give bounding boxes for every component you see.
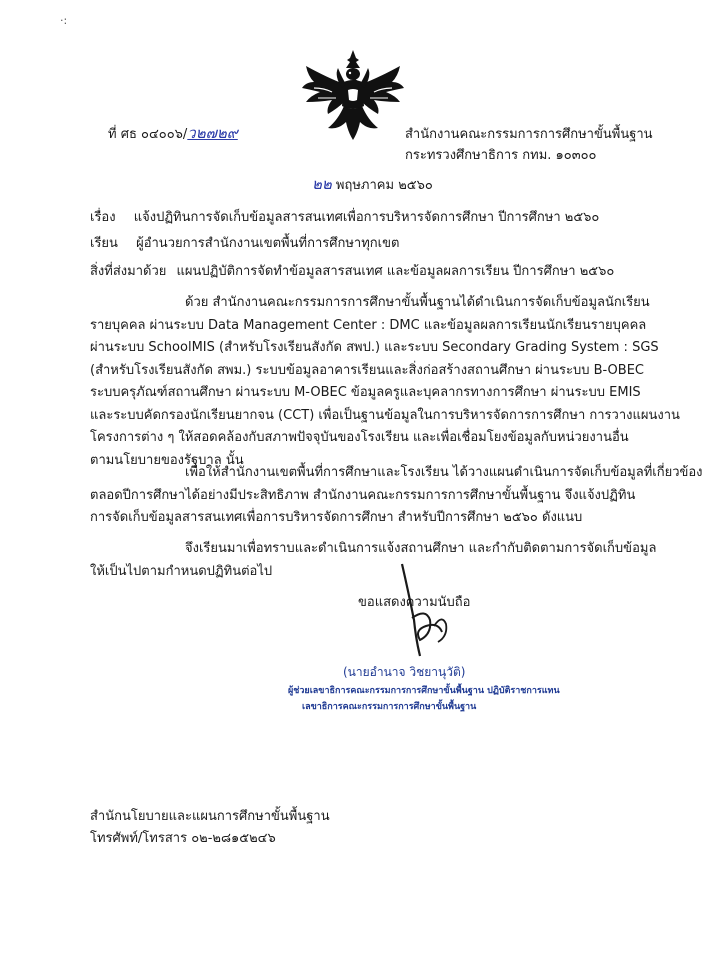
paragraph-line: ให้เป็นไปตามกำหนดปฏิทินต่อไป xyxy=(90,563,273,579)
doc-number-label: ที่ ศธ ๐๔๐๐๖/ xyxy=(108,127,188,142)
document-date xyxy=(312,172,433,196)
paragraph-line: และระบบคัดกรองนักเรียนยากจน (CCT) เพื่อเป็นฐานข้อมูลในการบริหารจัดการการศึกษา การวางแผนงาน xyxy=(90,407,680,423)
closing-text: ขอแสดงความนับถือ xyxy=(358,595,471,610)
signatory-position-2: เลขาธิการคณะกรรมการการศึกษาขั้นพื้นฐาน xyxy=(302,702,477,712)
corner-mark: ·: xyxy=(60,14,68,27)
paragraph-line: ระบบครุภัณฑ์สถานศึกษา ผ่านระบบ M-OBEC ข้อมูลครูและบุคลากรทางการศึกษา ผ่านระบบ EMIS xyxy=(90,385,641,400)
recipient-label: เรียน xyxy=(90,236,118,251)
recipient-text: ผู้อำนวยการสำนักงานเขตพื้นที่การศึกษาทุกเขต xyxy=(136,236,400,251)
body-paragraph-3 xyxy=(90,538,657,583)
paragraph-line: การจัดเก็บข้อมูลสารสนเทศเพื่อการบริหารจัดการศึกษา สำหรับปีการศึกษา ๒๕๖๐ ดังแนบ xyxy=(90,510,583,525)
enclosure-line xyxy=(90,260,614,281)
paragraph-line: รายบุคคล ผ่านระบบ Data Management Center : DMC และข้อมูลผลการเรียนนักเรียนรายบุคคล xyxy=(90,317,647,333)
signatory-position-1: ผู้ช่วยเลขาธิการคณะกรรมการการศึกษาขั้นพื้นฐาน ปฏิบัติราชการแทน xyxy=(288,686,560,696)
garuda-emblem xyxy=(298,48,408,144)
signature xyxy=(390,560,470,670)
issuer-block xyxy=(405,124,653,166)
doc-number-handwritten: ว๒๗๒๙ xyxy=(187,124,238,142)
subject-line xyxy=(90,206,599,227)
paragraph-line: ด้วย สำนักงานคณะกรรมการการศึกษาขั้นพื้นฐานได้ดำเนินการจัดเก็บข้อมูลนักเรียน xyxy=(185,295,650,310)
date-month-year: พฤษภาคม ๒๕๖๐ xyxy=(335,178,433,193)
signature-icon xyxy=(390,560,470,670)
recipient-line xyxy=(90,232,399,253)
paragraph-line: ผ่านระบบ SchoolMIS (สำหรับโรงเรียนสังกัด สพป.) และระบบ Secondary Grading System : SGS xyxy=(90,340,659,355)
signatory-name: (นายอำนาจ วิชยานุวัติ) xyxy=(343,665,466,679)
paragraph-line: เพื่อให้สำนักงานเขตพื้นที่การศึกษาและโรงเรียน ได้วางแผนดำเนินการจัดเก็บข้อมูลที่เกี่ยวข้อง xyxy=(185,465,703,480)
enclosure-text: แผนปฏิบัติการจัดทำข้อมูลสารสนเทศ และข้อมูลผลการเรียน ปีการศึกษา ๒๕๖๐ xyxy=(176,264,615,279)
doc-number xyxy=(108,121,238,145)
footer-block xyxy=(90,806,330,850)
date-handwritten-day: ๒๒ xyxy=(312,175,332,193)
footer-phone: โทรศัพท์/โทรสาร ๐๒-๒๘๑๕๒๔๖ xyxy=(90,831,276,846)
subject-label: เรื่อง xyxy=(90,210,116,225)
body-paragraph-2 xyxy=(90,462,703,530)
enclosure-label: สิ่งที่ส่งมาด้วย xyxy=(90,264,167,279)
issuer-line-2: กระทรวงศึกษาธิการ กทม. ๑๐๓๐๐ xyxy=(405,148,597,163)
paragraph-line: ตามนโยบายของรัฐบาล นั้น xyxy=(90,452,244,468)
subject-text: แจ้งปฏิทินการจัดเก็บข้อมูลสารสนเทศเพื่อการบริหารจัดการศึกษา ปีการศึกษา ๒๕๖๐ xyxy=(133,210,600,225)
paragraph-line: (สำหรับโรงเรียนสังกัด สพม.) ระบบข้อมูลอาคารเรียนและสิ่งก่อสร้างสถานศึกษา ผ่านระบบ B-OBEC xyxy=(90,362,644,378)
garuda-emblem-icon xyxy=(298,48,408,144)
issuer-line-1: สำนักงานคณะกรรมการการศึกษาขั้นพื้นฐาน xyxy=(405,127,653,142)
paragraph-line: จึงเรียนมาเพื่อทราบและดำเนินการแจ้งสถานศึกษา และกำกับติดตามการจัดเก็บข้อมูล xyxy=(185,541,657,556)
paragraph-line: โครงการต่าง ๆ ให้สอดคล้องกับสภาพปัจจุบันของโรงเรียน และเพื่อเชื่อมโยงข้อมูลกับหน่วยงานอื่น xyxy=(90,430,629,445)
footer-office: สำนักนโยบายและแผนการศึกษาขั้นพื้นฐาน xyxy=(90,809,330,824)
body-paragraph-1 xyxy=(90,292,680,472)
paragraph-line: ตลอดปีการศึกษาได้อย่างมีประสิทธิภาพ สำนักงานคณะกรรมการการศึกษาขั้นพื้นฐาน จึงแจ้งปฏิทิน xyxy=(90,487,636,503)
